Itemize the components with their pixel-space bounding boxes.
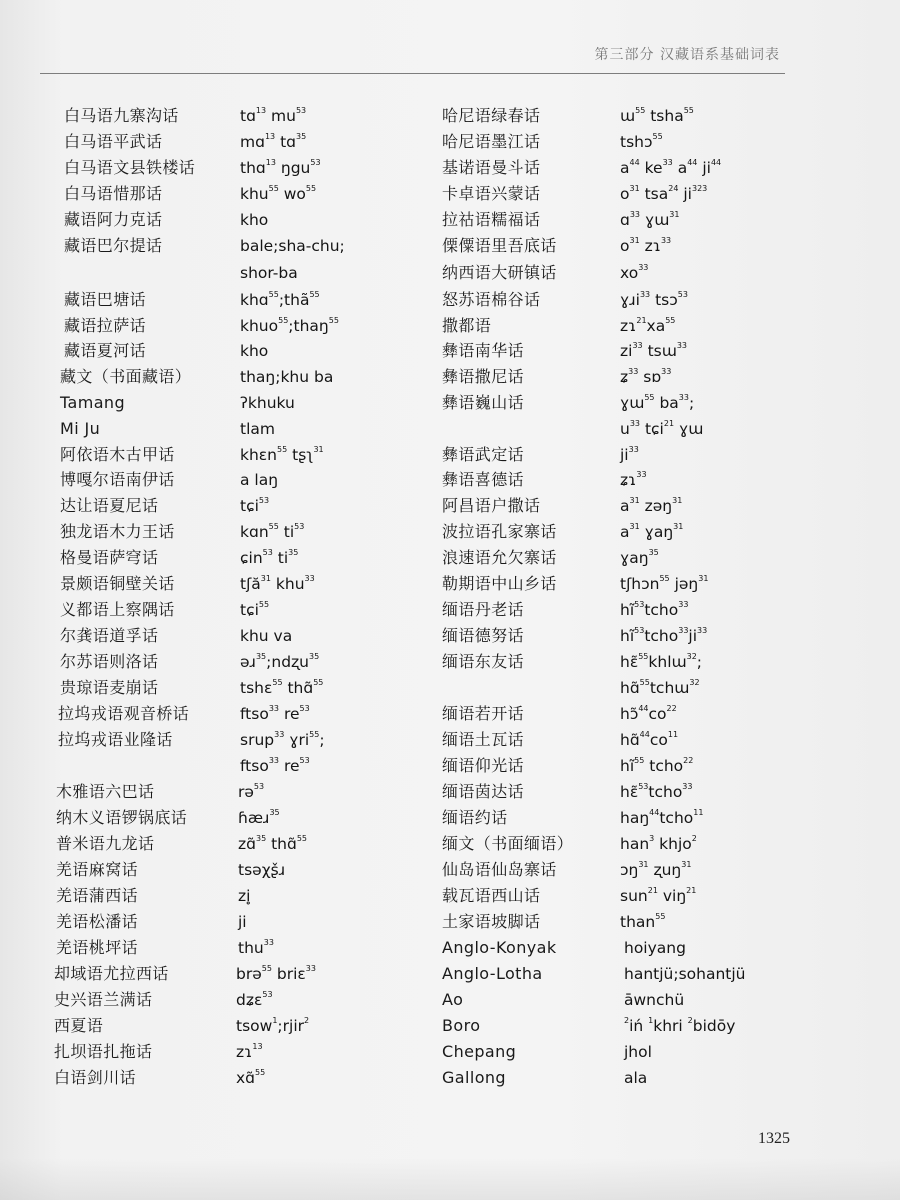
dialect-name: 白马语九寨沟话: [64, 106, 179, 125]
word-form: $zi^{33}$ tsɯ$^{33}$: [620, 341, 688, 360]
dialect-name: 藏文（书面藏语）: [60, 367, 192, 386]
show-through-text: [312, 1052, 330, 1078]
dialect-name: 藏语夏河话: [64, 341, 147, 360]
dialect-name: 白马语平武话: [64, 132, 163, 151]
word-form: $hɔ̃^{44}co^{22}$: [620, 704, 677, 723]
word-form: ʑɿ$^{33}$: [620, 470, 647, 489]
dialect-name: Chepang: [442, 1042, 517, 1061]
dialect-name: 阿昌语户撒话: [442, 496, 541, 515]
word-form: kho: [240, 342, 269, 360]
word-form: ɕin$^{53}$ $ti^{35}$: [240, 548, 299, 567]
word-form: tʃă$^{31}$ khu$^{33}$: [240, 574, 315, 593]
word-form: tɕi$^{53}$: [240, 496, 270, 515]
dialect-name: 撒都语: [442, 316, 492, 335]
dialect-name: Anglo-Lotha: [442, 964, 543, 983]
word-form: zi̥: [238, 887, 251, 905]
word-form: xɑ̃$^{55}$: [236, 1068, 266, 1087]
dialect-name: 波拉语孔家寨话: [442, 522, 557, 541]
dialect-name: 义都语上察隅话: [60, 600, 175, 619]
word-form: hantjü;sohantjü: [624, 965, 746, 983]
word-form: ɣɹi$^{33}$ tsɔ$^{53}$: [620, 290, 688, 309]
word-form: $hĩ^{55}$ tcho$^{22}$: [620, 756, 694, 775]
dialect-name: 缅语约话: [442, 808, 508, 827]
dialect-name: 仙岛语仙岛寨话: [442, 860, 557, 879]
dialect-name: 史兴语兰满话: [54, 990, 153, 1009]
dialect-name: 白语剑川话: [54, 1068, 137, 1087]
dialect-name: 怒苏语棉谷话: [442, 290, 541, 309]
dialect-name: 格曼语萨穹话: [60, 548, 159, 567]
dialect-name: 哈尼语墨江话: [442, 132, 541, 151]
word-form: haŋ$^{44}$tcho$^{11}$: [620, 808, 704, 827]
word-form: tsəχʂ̌ɹ: [238, 861, 286, 879]
dialect-name: 彝语南华话: [442, 341, 525, 360]
word-form: ɣaŋ$^{35}$: [620, 548, 659, 567]
dialect-name: 基诺语曼斗话: [442, 158, 541, 177]
dialect-name: 扎坝语扎拖话: [54, 1042, 153, 1061]
dialect-name: 拉坞戎语业隆话: [58, 730, 173, 749]
dialect-name: 哈尼语绿春话: [442, 106, 541, 125]
word-form: hɛ̃$^{53}$tcho$^{33}$: [620, 782, 693, 801]
word-form: ala: [624, 1069, 648, 1087]
word-form: mɑ$^{13}$ tɑ$^{35}$: [240, 132, 307, 151]
word-form: $a^{44}$ $ke^{33}$ $a^{44}$ $ji^{44}$: [620, 158, 722, 177]
dialect-name: 拉祜语糯福话: [442, 210, 541, 229]
word-form: zɑ̃$^{35}$ thɑ̃$^{55}$: [238, 834, 308, 853]
dialect-name: Gallong: [442, 1068, 506, 1087]
word-form: hoiyang: [624, 939, 686, 957]
word-form: khu$^{55}$ $wo^{55}$: [240, 184, 317, 203]
page-number: 1325: [758, 1130, 790, 1147]
word-form: thu$^{33}$: [238, 938, 274, 957]
word-form: $o^{31}$ tsa$^{24}$ $ji^{323}$: [620, 184, 708, 203]
word-form: tshɔ$^{55}$: [620, 132, 663, 151]
dialect-name: 彝语撒尼话: [442, 367, 525, 386]
dialect-name: 藏语巴塘话: [64, 290, 147, 309]
word-form: hɑ̃$^{55}$tchɯ$^{32}$: [620, 678, 700, 697]
dialect-name: 浪速语允欠寨话: [442, 548, 557, 567]
word-form: khu va: [240, 627, 293, 645]
dialect-name: 羌语桃坪话: [56, 938, 139, 957]
word-form: brə$^{55}$ briɛ$^{33}$: [236, 964, 316, 983]
word-form: $a^{31}$ zəŋ$^{31}$: [620, 496, 683, 515]
word-form: tɑ$^{13}$ $mu^{53}$: [240, 106, 307, 125]
word-form: ɣɯ$^{55}$ $ba^{33}$;: [620, 393, 695, 412]
dialect-name: 藏语拉萨话: [64, 316, 147, 335]
dialect-name: 贵琼语麦崩话: [60, 678, 159, 697]
word-form: dʑɛ$^{53}$: [236, 990, 273, 1009]
word-form: khuo$^{55}$;thaŋ$^{55}$: [240, 316, 339, 335]
dialect-name: Boro: [442, 1016, 481, 1035]
word-form: khɑ$^{55}$;thã$^{55}$: [240, 290, 320, 309]
running-header: 第三部分 汉藏语系基础词表: [594, 47, 780, 63]
word-form: $^2$iń $^1$khri $^2$bidōy: [624, 1016, 736, 1035]
dialect-name: 缅语土瓦话: [442, 730, 525, 749]
word-form: tshɛ$^{55}$ thɑ̃$^{55}$: [240, 678, 324, 697]
word-form: ɔŋ$^{31}$ ʐuŋ$^{31}$: [620, 860, 692, 879]
dialect-name: 彝语武定话: [442, 445, 525, 464]
word-form: tɕi$^{55}$: [240, 600, 270, 619]
dialect-name: 彝语巍山话: [442, 393, 525, 412]
dialect-name: 达让语夏尼话: [60, 496, 159, 515]
dialect-name: 缅语仰光话: [442, 756, 525, 775]
word-form: han$^3$ khjo$^2$: [620, 834, 697, 853]
word-form: ji: [238, 913, 247, 931]
dialect-name: 藏语巴尔提话: [64, 236, 163, 255]
dialect-name: 白马语文县铁楼话: [64, 158, 196, 177]
word-form: shor-ba: [240, 264, 298, 282]
word-form: $hĩ^{53}tcho^{33}ji^{33}$: [620, 626, 708, 645]
word-form: $u^{33}$ tɕi$^{21}$ ɣɯ: [620, 419, 704, 438]
word-form: thaŋ;khu ba: [240, 368, 334, 386]
word-form: bale;sha-chu;: [240, 237, 345, 255]
dialect-name: 纳木义语锣锅底话: [56, 808, 188, 827]
dialect-name: Anglo-Konyak: [442, 938, 557, 957]
dialect-name: 却域语尤拉西话: [54, 964, 169, 983]
word-form: kɑn$^{55}$ $ti^{53}$: [240, 522, 305, 541]
dialect-name: 尔龚语道孚话: [60, 626, 159, 645]
dialect-name: 藏语阿力克话: [64, 210, 163, 229]
dialect-name: 阿依语木古甲话: [60, 445, 175, 464]
word-form: ftso$^{33}$ $re^{53}$: [240, 704, 310, 723]
word-form: than$^{55}$: [620, 912, 666, 931]
word-form: $hĩ^{53}tcho^{33}$: [620, 600, 689, 619]
dialect-name: 西夏语: [54, 1016, 104, 1035]
word-form: khɛn$^{55}$ tʂʅ$^{31}$: [240, 445, 324, 464]
dialect-name: Ao: [442, 990, 464, 1009]
dialect-name: 景颇语铜壁关话: [60, 574, 175, 593]
dialect-name: 缅语茵达话: [442, 782, 525, 801]
word-form: ɯ$^{55}$ tsha$^{55}$: [620, 106, 694, 125]
dialect-name: 拉坞戎语观音桥话: [58, 704, 190, 723]
dialect-name: 缅语若开话: [442, 704, 525, 723]
dialect-name: 缅语东友话: [442, 652, 525, 671]
word-form: $zɿ^{21}xa^{55}$: [620, 316, 676, 335]
dialect-name: 木雅语六巴话: [56, 782, 155, 801]
dialect-name: 傈僳语里吾底话: [442, 236, 557, 255]
word-form: thɑ$^{13}$ ŋgu$^{53}$: [240, 158, 321, 177]
dialect-name: 博嘎尔语南伊话: [60, 470, 175, 489]
dialect-name: 白马语惜那话: [64, 184, 163, 203]
dialect-name: 尔苏语则洛话: [60, 652, 159, 671]
dialect-name: Mi Ju: [60, 419, 101, 438]
dialect-name: 羌语蒲西话: [56, 886, 139, 905]
word-form: āwnchü: [624, 991, 685, 1009]
word-form: kho: [240, 211, 269, 229]
word-form: $ji^{33}$: [620, 445, 639, 464]
word-form: ftso$^{33}$ $re^{53}$: [240, 756, 310, 775]
dialect-name: Tamang: [60, 393, 126, 412]
dialect-name: 纳西语大研镇话: [442, 263, 557, 282]
dialect-name: 载瓦语西山话: [442, 886, 541, 905]
word-form: $o^{31}$ zɿ$^{33}$: [620, 236, 672, 255]
word-form: ʔkhuku: [240, 394, 295, 412]
word-form: zɿ$^{13}$: [236, 1042, 263, 1061]
word-form: srup$^{33}$ ɣri$^{55}$;: [240, 730, 325, 749]
dialect-name: 羌语麻窝话: [56, 860, 139, 879]
word-form: a laŋ: [240, 471, 279, 489]
word-form: tlam: [240, 420, 275, 438]
word-form: tsow$^1$;rjir$^2$: [236, 1016, 310, 1035]
dialect-name: 彝语喜德话: [442, 470, 525, 489]
dialect-name: 勒期语中山乡话: [442, 574, 557, 593]
dialect-name: 独龙语木力王话: [60, 522, 175, 541]
dialect-name: 缅语丹老话: [442, 600, 525, 619]
word-form: rə$^{53}$: [238, 782, 265, 801]
dialect-name: 普米语九龙话: [56, 834, 155, 853]
word-form: $hɑ̃^{44}co^{11}$: [620, 730, 679, 749]
word-form: ʑ$^{33}$ sɒ$^{33}$: [620, 367, 672, 386]
dialect-name: 缅语德努话: [442, 626, 525, 645]
word-form: $xo^{33}$: [620, 263, 649, 282]
header-rule: [40, 73, 785, 74]
dialect-name: 卡卓语兴蒙话: [442, 184, 541, 203]
word-form: əɹ$^{35}$;ndʐu$^{35}$: [240, 652, 320, 671]
word-form: hɛ̃$^{55}$khlɯ$^{32}$;: [620, 652, 703, 671]
dialect-name: 缅文（书面缅语）: [442, 834, 574, 853]
dialect-name: 羌语松潘话: [56, 912, 139, 931]
dialect-name: 土家语坡脚话: [442, 912, 541, 931]
word-form: $a^{31}$ ɣaŋ$^{31}$: [620, 522, 684, 541]
word-form: jhol: [624, 1043, 652, 1061]
word-form: ɑ$^{33}$ ɣɯ$^{31}$: [620, 210, 680, 229]
word-form: ɦæɹ$^{35}$: [238, 808, 280, 827]
page-bottom-shadow: [0, 1158, 900, 1200]
word-form: sun$^{21}$ viŋ$^{21}$: [620, 886, 697, 905]
word-form: tʃhɔn$^{55}$ jəŋ$^{31}$: [620, 574, 709, 593]
